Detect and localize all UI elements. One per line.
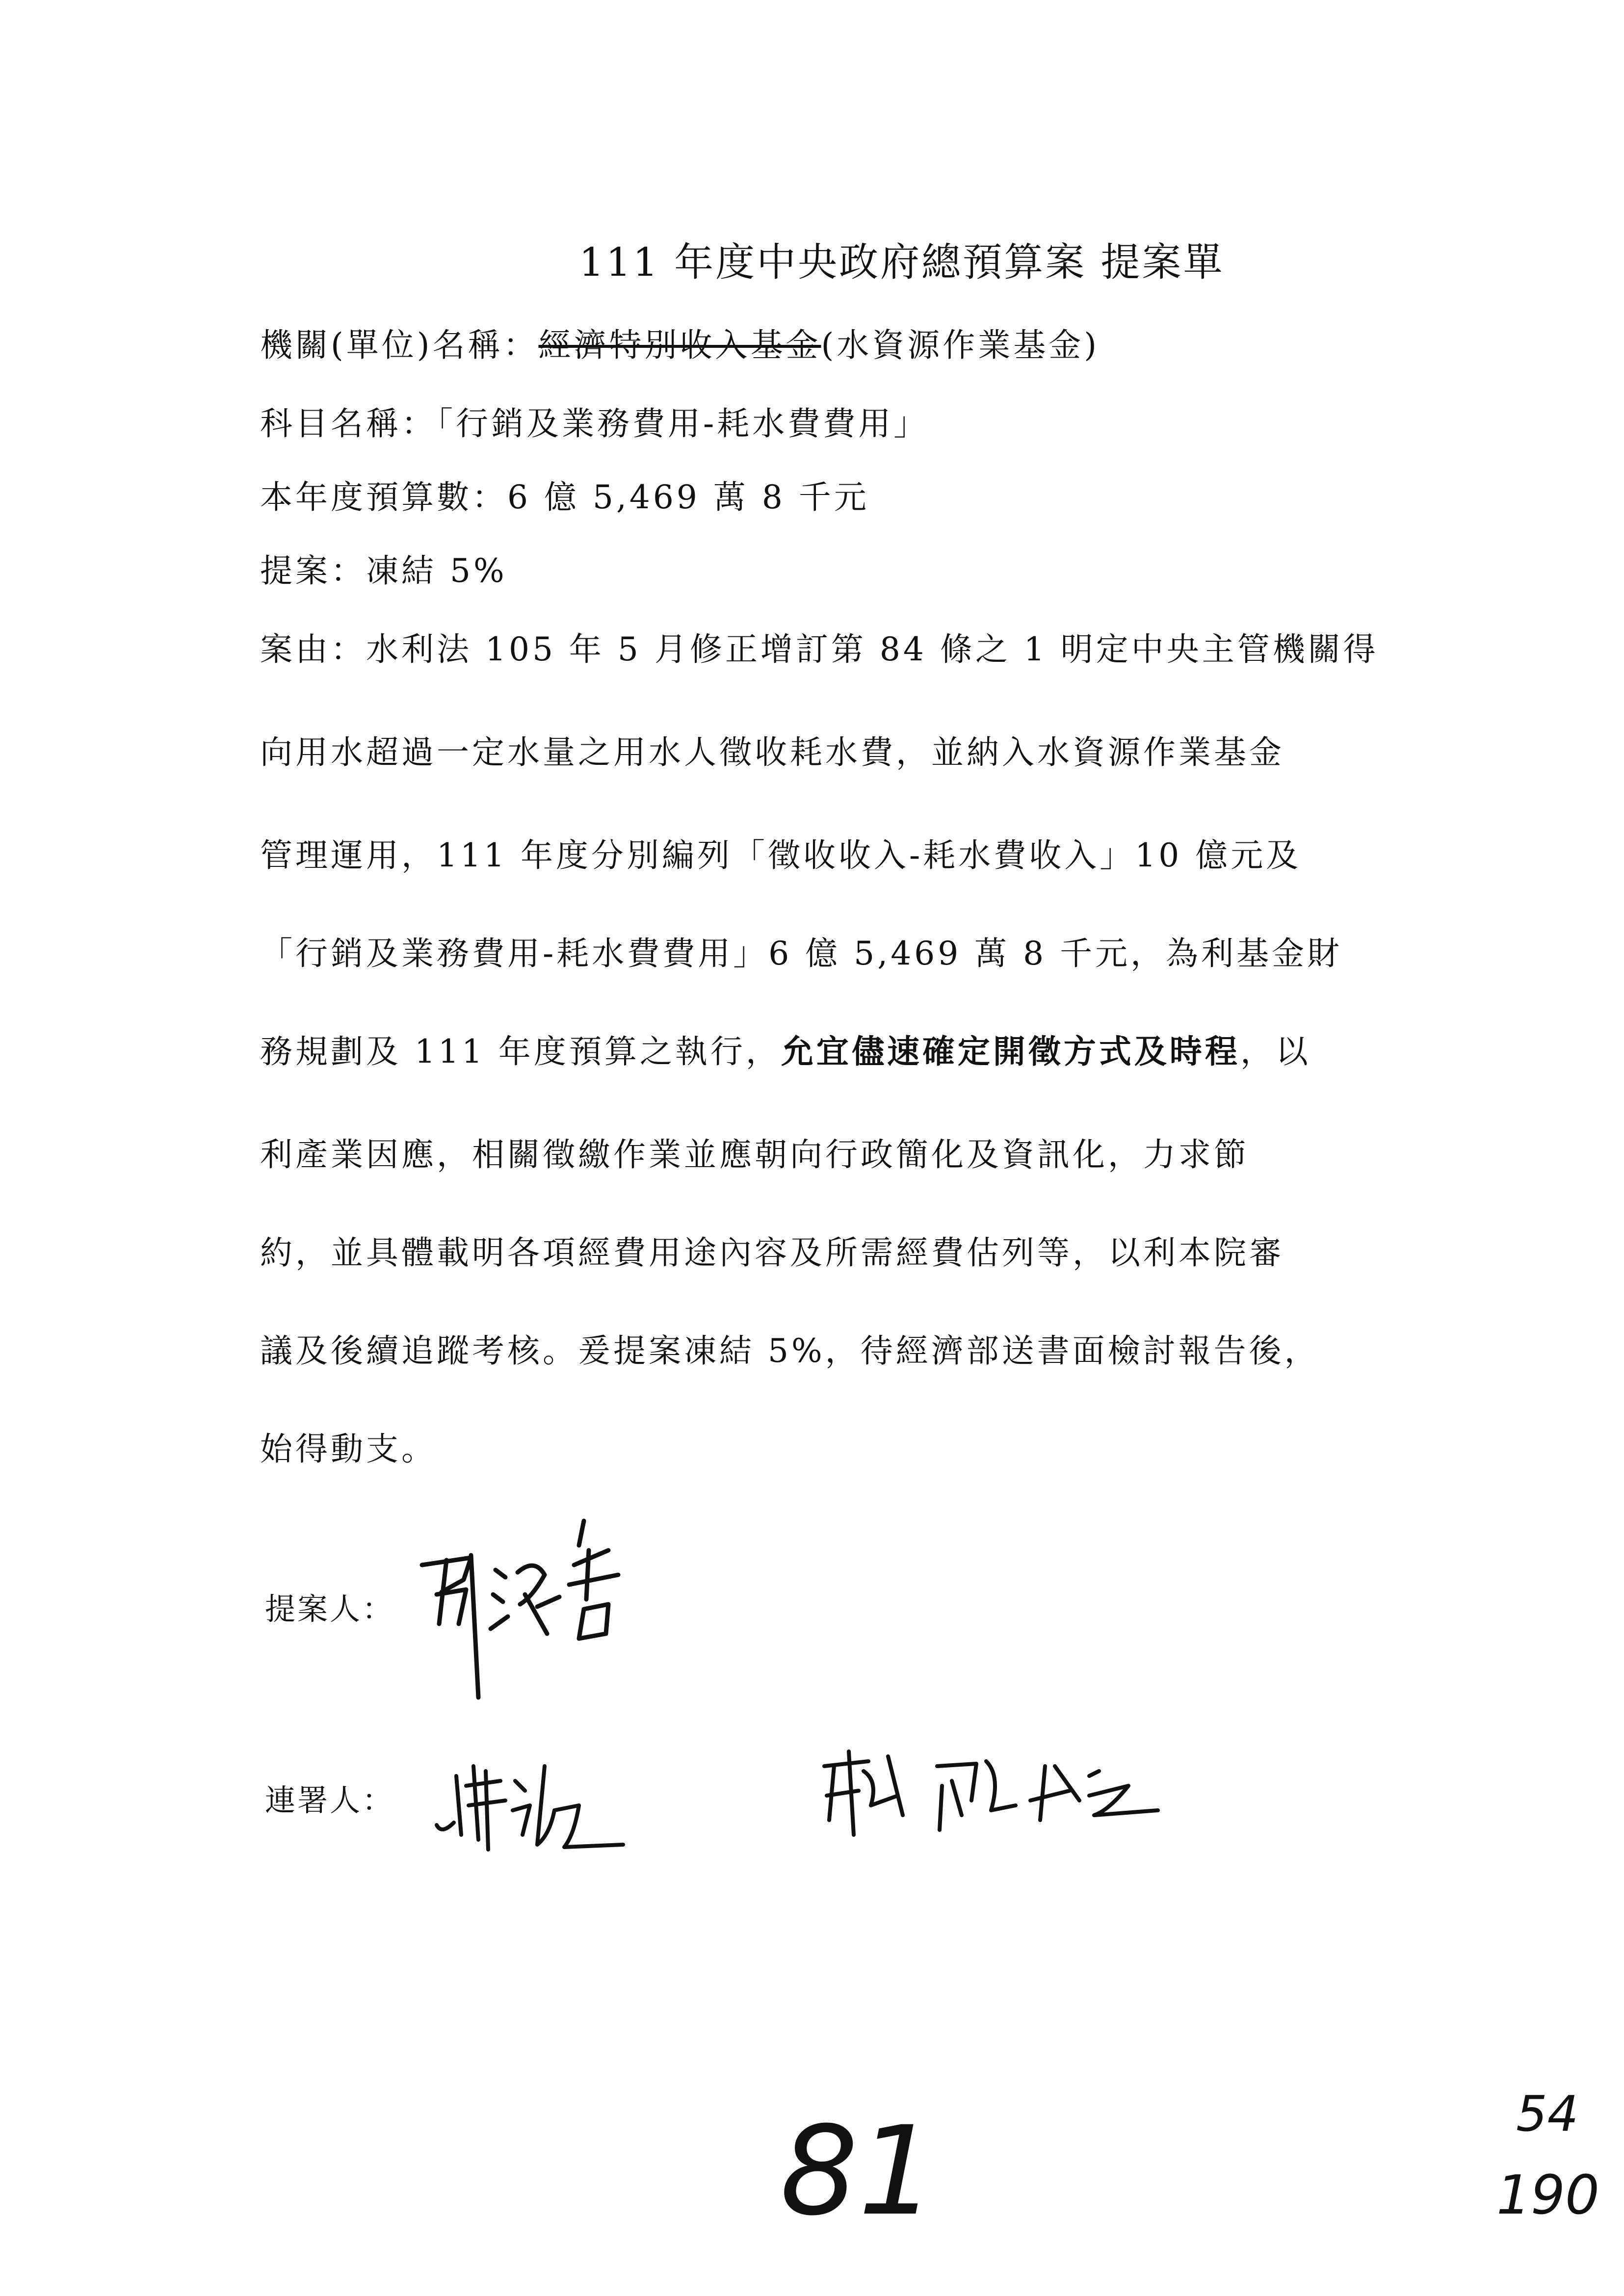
proposer-label: 提案人：: [265, 1591, 395, 1627]
budget-line: 本年度預算數：6 億 5,469 萬 8 千元: [260, 478, 869, 516]
reason-line-6: 利產業因應，相關徵繳作業並應朝向行政簡化及資訊化，力求節: [260, 1136, 1249, 1174]
agency-label: 機關(單位)名稱：: [260, 326, 539, 364]
subject-line: 科目名稱：「行銷及業務費用-耗水費費用」: [260, 405, 929, 443]
reason-line-8: 議及後續追蹤考核。爰提案凍結 5%，待經濟部送書面檢討報告後，: [260, 1332, 1320, 1370]
reason-line-4: 「行銷及業務費用-耗水費費用」6 億 5,469 萬 8 千元，為利基金財: [260, 935, 1343, 972]
page-number: 81: [780, 2100, 937, 2243]
corner-number-top: 54: [1516, 2085, 1579, 2142]
agency-struck-text: 經濟特別收入基金: [538, 326, 821, 364]
reason-line-3: 管理運用，111 年度分別編列「徵收收入-耗水費收入」10 億元及: [260, 836, 1302, 874]
reason-emphasis: 允宜儘速確定開徵方式及時程: [781, 1032, 1240, 1070]
agency-line: [260, 319, 1100, 365]
reason-line-7: 約，並具體載明各項經費用途內容及所需經費估列等，以利本院審: [260, 1234, 1284, 1272]
document-title: 111 年度中央政府總預算案 提案單: [579, 239, 1225, 285]
reason-line-1: 案由：水利法 105 年 5 月修正增訂第 84 條之 1 明定中央主管機關得: [260, 630, 1379, 668]
cosigner-signature-2: [814, 1737, 1168, 1845]
reason-line-2: 向用水超過一定水量之用水人徵收耗水費，並納入水資源作業基金: [260, 733, 1284, 771]
reason-line-5-end: ，以: [1240, 1033, 1311, 1070]
reason-line-5: [260, 1025, 1311, 1072]
reason-line-5-start: 務規劃及 111 年度預算之執行，: [260, 1033, 781, 1070]
reason-line-9: 始得動支。: [260, 1430, 437, 1468]
cosigner-signature-1: [432, 1737, 716, 1864]
cosigner-label: 連署人：: [265, 1782, 395, 1818]
proposer-signature: [412, 1511, 648, 1717]
corner-number-bottom: 190: [1496, 2164, 1599, 2226]
agency-name: (水資源作業基金): [821, 326, 1100, 364]
proposal-line: 提案：凍結 5%: [260, 552, 507, 590]
